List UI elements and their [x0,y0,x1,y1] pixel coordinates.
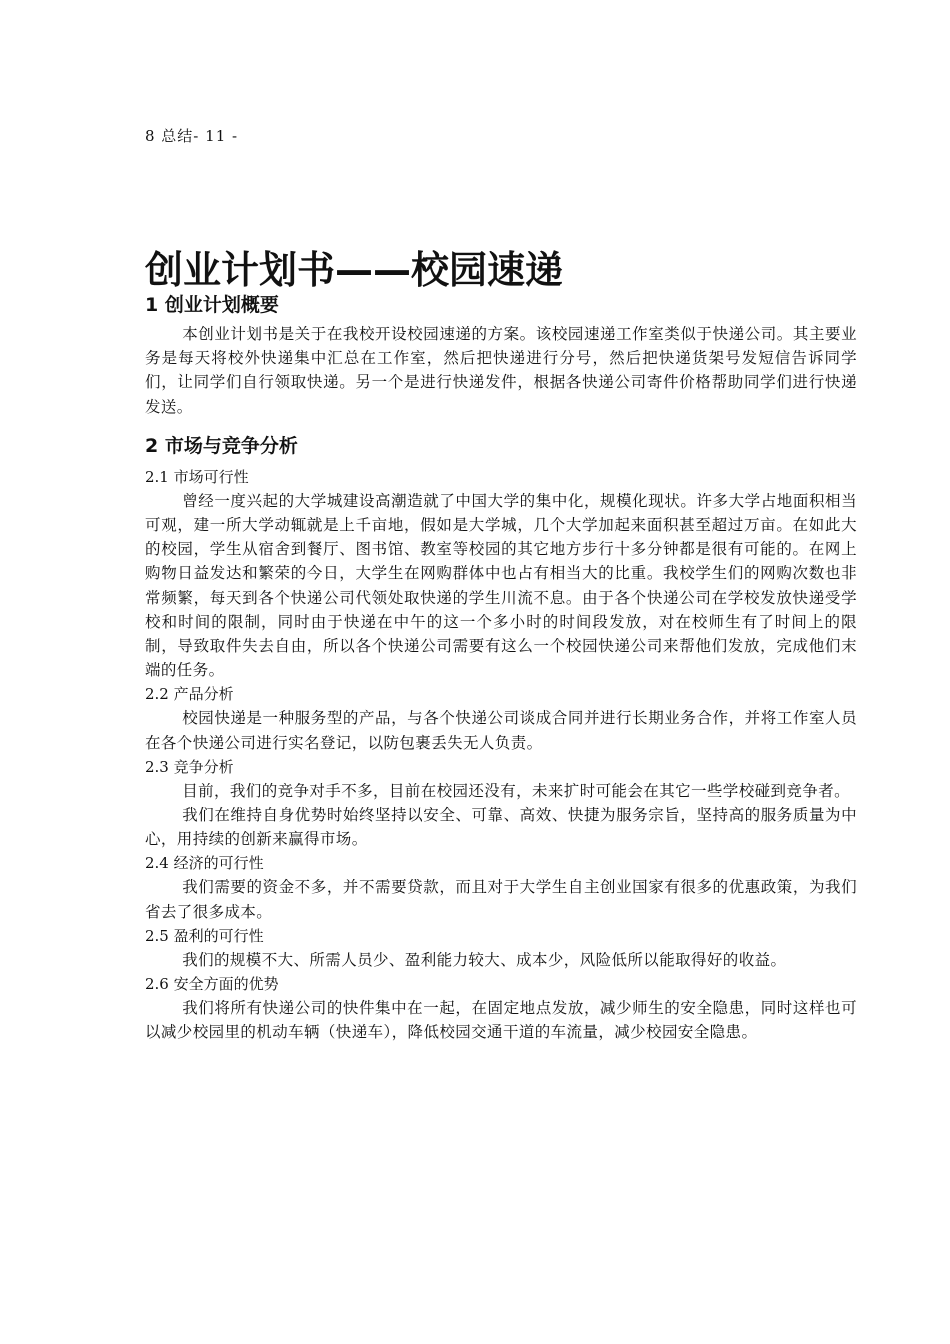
section-heading-overview: 1 创业计划概要 [145,294,279,316]
subsection-heading-feasibility: 2.1 市场可行性 [145,467,249,486]
subsection-heading-competition: 2.3 竞争分析 [145,757,234,776]
section-heading-market: 2 市场与竞争分析 [145,434,298,457]
subsection-heading-profit: 2.5 盈利的可行性 [145,926,264,945]
profit-paragraph: 我们的规模不大、所需人员少、盈利能力较大、成本少，风险低所以能取得好的收益。 [182,950,787,969]
document-title: 创业计划书——校园速递 [145,248,564,293]
running-header: 8 总结- 11 - [145,127,239,145]
safety-paragraph: 我们将所有快递公司的快件集中在一起，在固定地点发放，减少师生的安全隐患，同时这样也可以减少校园里的机动车辆（快递车），降低校园交通干道的车流量，减少校园安全隐患。 [145,999,857,1042]
product-paragraph: 校园快递是一种服务型的产品，与各个快递公司谈成合同并进行长期业务合作，并将工作室人员在各个快递公司进行实名登记，以防包裹丢失无人负责。 [145,709,857,752]
document-body [145,290,857,1044]
subsection-heading-product: 2.2 产品分析 [145,685,234,704]
competition-paragraph-1: 目前，我们的竞争对手不多，目前在校园还没有，未来扩时可能会在其它一些学校碰到竞争者。 [182,781,850,800]
subsection-heading-economic: 2.4 经济的可行性 [145,854,264,873]
economic-paragraph: 我们需要的资金不多，并不需要贷款，而且对于大学生自主创业国家有很多的优惠政策，为我们省去了很多成本。 [145,878,857,921]
subsection-heading-safety: 2.6 安全方面的优势 [145,975,279,994]
competition-paragraph-2: 我们在维持自身优势时始终坚持以安全、可靠、高效、快捷为服务宗旨，坚持高的服务质量为中心，用持续的创新来赢得市场。 [145,806,857,849]
overview-paragraph: 本创业计划书是关于在我校开设校园速递的方案。该校园速递工作室类似于快递公司。其主要业务是每天将校外快递集中汇总在工作室，然后把快递进行分号，然后把快递货架号发短信告诉同学们，让同学们自行领取快递。另一个是进行快递发件，根据各快递公司寄件价格帮助同学们进行快递发送。 [145,325,857,416]
feasibility-paragraph: 曾经一度兴起的大学城建设高潮造就了中国大学的集中化，规模化现状。许多大学占地面积相当可观，建一所大学动辄就是上千亩地，假如是大学城，几个大学加起来面积甚至超过万亩。在如此大的校园，学生从宿舍到餐厅、图书馆、教室等校园的其它地方步行十多分钟都是很有可能的。在网上购物日益发达和繁荣的今日，大学生在网购群体中也占有相当大的比重。我校学生们的网购次数也非常频繁，每天到各个快递公司代领处取快递的学生川流不息。由于各个快递公司在学校发放快递受学校和时间的限制，同时由于快递在中午的这一个多小时的时间段发放，对在校师生有了时间上的限制，导致取件失去自由，所以各个快递公司需要有这么一个校园快递公司来帮他们发放，完成他们末端的任务。 [145,491,857,680]
